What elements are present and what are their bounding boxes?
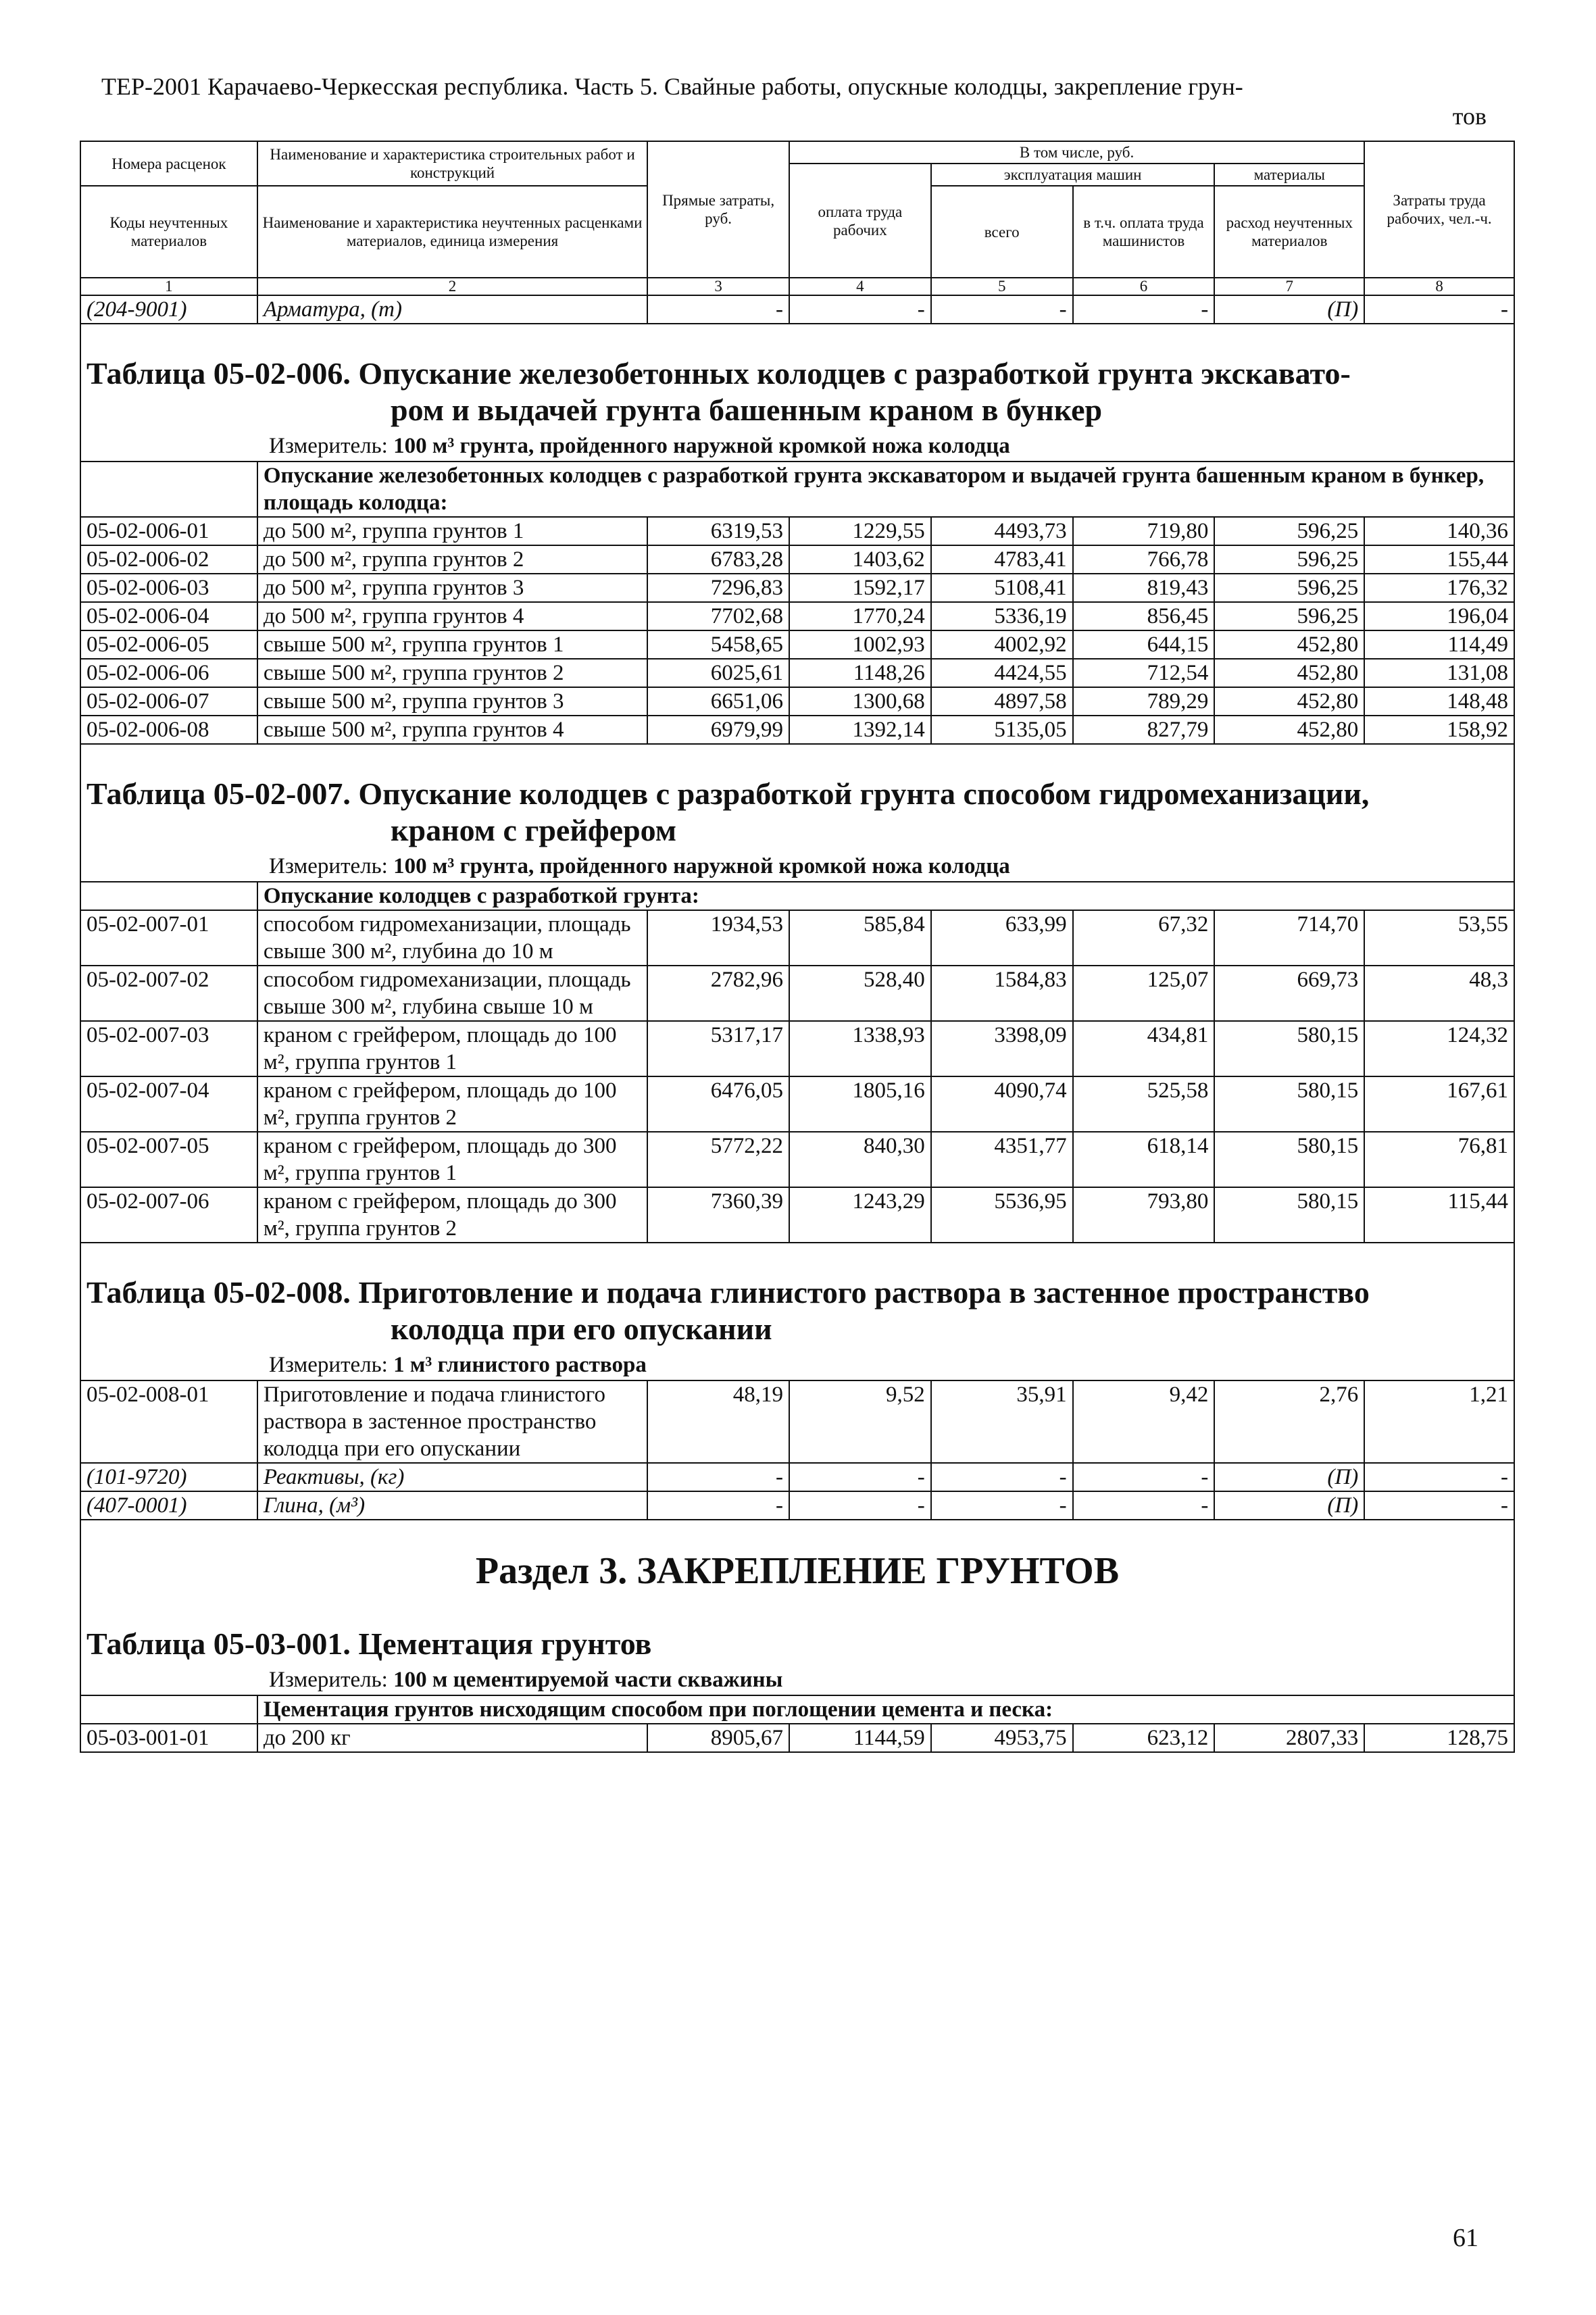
col-1-bottom: Коды неучтенных материалов <box>80 186 257 278</box>
table-006-title <box>86 351 1508 431</box>
section-3-row <box>80 1520 1514 1695</box>
cell-labor-pay: 1300,68 <box>789 687 931 716</box>
cell-labor-hours: 115,44 <box>1364 1187 1514 1243</box>
cell-direct-cost: 1934,53 <box>647 910 789 966</box>
cell-machinists-pay: 644,15 <box>1073 630 1215 659</box>
col-2-top: Наименование и характеристика строительных работ и конструкций <box>257 141 647 186</box>
col-num: 3 <box>647 278 789 295</box>
cell: - <box>931 1463 1073 1491</box>
col-7-header: расход неучтенных материалов <box>1214 186 1364 278</box>
row-name: свыше 500 м², группа грунтов 3 <box>257 687 647 716</box>
header-line-2: тов <box>1452 103 1487 130</box>
row-code: 05-02-006-01 <box>80 517 257 545</box>
table-row <box>80 630 1514 659</box>
cell-machines-total: 5135,05 <box>931 716 1073 744</box>
material-row <box>80 1491 1514 1520</box>
cell: - <box>1364 295 1514 324</box>
cell: - <box>1364 1463 1514 1491</box>
cell-materials: 2,76 <box>1214 1380 1364 1463</box>
table-header <box>80 141 1514 278</box>
cell-labor-pay: 1770,24 <box>789 602 931 630</box>
table-row <box>80 574 1514 602</box>
cell-machines-total: 35,91 <box>931 1380 1073 1463</box>
table-008-title-row <box>80 1243 1514 1380</box>
col-num: 5 <box>931 278 1073 295</box>
cell-machinists-pay: 827,79 <box>1073 716 1215 744</box>
cell-machinists-pay: 9,42 <box>1073 1380 1215 1463</box>
table-row <box>80 517 1514 545</box>
cell-machinists-pay: 719,80 <box>1073 517 1215 545</box>
table-3001-measure <box>86 1665 1508 1695</box>
table-007-title-row <box>80 744 1514 882</box>
row-code: 05-02-006-03 <box>80 574 257 602</box>
price-table <box>80 141 1515 1753</box>
cell-direct-cost: 6025,61 <box>647 659 789 687</box>
cell-direct-cost: 7360,39 <box>647 1187 789 1243</box>
title-line: Таблица 05-02-007. Опускание колодцев с разработкой грунта способом гидромеханизации, <box>86 776 1370 811</box>
cell-labor-pay: 1592,17 <box>789 574 931 602</box>
row-code: 05-02-006-04 <box>80 602 257 630</box>
section-3-title: Раздел 3. ЗАКРЕПЛЕНИЕ ГРУНТОВ <box>475 1550 1120 1592</box>
table-row <box>80 1021 1514 1076</box>
cell-machines-total: 3398,09 <box>931 1021 1073 1076</box>
cell-machines-total: 5336,19 <box>931 602 1073 630</box>
cell-machinists-pay: 856,45 <box>1073 602 1215 630</box>
cell-direct-cost: 5458,65 <box>647 630 789 659</box>
cell-labor-hours: 114,49 <box>1364 630 1514 659</box>
table-3001-subhead: Цементация грунтов нисходящим способом при поглощении цемента и песка: <box>257 1695 1514 1724</box>
col-5-header: всего <box>931 186 1073 278</box>
row-name: до 500 м², группа грунтов 2 <box>257 545 647 574</box>
title-line: краном с грейфером <box>391 813 677 847</box>
row-name: до 200 кг <box>257 1724 647 1752</box>
cell-labor-pay: 1403,62 <box>789 545 931 574</box>
cell: - <box>1073 1463 1215 1491</box>
cell-labor-hours: 131,08 <box>1364 659 1514 687</box>
cell-materials: 452,80 <box>1214 659 1364 687</box>
header-line-1: ТЕР-2001 Карачаево-Черкесская республика. Часть 5. Свайные работы, опускные колодцы, закрепление грун- <box>101 73 1243 100</box>
row-code: 05-02-006-06 <box>80 659 257 687</box>
col-3-header: Прямые затраты, руб. <box>647 141 789 278</box>
cell: - <box>647 1491 789 1520</box>
table-row <box>80 910 1514 966</box>
title-line: колодца при его опускании <box>391 1312 772 1346</box>
cell-materials: 452,80 <box>1214 687 1364 716</box>
table-007-title <box>86 772 1508 851</box>
measure-value: 100 м³ грунта, пройденного наружной кромкой ножа колодца <box>393 434 1010 458</box>
col-4-header: оплата труда рабочих <box>789 164 931 278</box>
table-row <box>80 602 1514 630</box>
cell-labor-pay: 840,30 <box>789 1132 931 1187</box>
cell-machines-total: 4953,75 <box>931 1724 1073 1752</box>
cell-labor-hours: 48,3 <box>1364 966 1514 1021</box>
measure-value: 1 м³ глинистого раствора <box>393 1353 647 1377</box>
row-name: свыше 500 м², группа грунтов 1 <box>257 630 647 659</box>
material-code: (407-0001) <box>80 1491 257 1520</box>
table-row <box>80 966 1514 1021</box>
table-008-measure <box>86 1350 1508 1380</box>
cell-materials: 580,15 <box>1214 1132 1364 1187</box>
cell-machines-total: 4897,58 <box>931 687 1073 716</box>
table-3001-rows <box>80 1724 1514 1752</box>
row-name: краном с грейфером, площадь до 100 м², группа грунтов 1 <box>257 1021 647 1076</box>
table-row <box>80 687 1514 716</box>
cell-materials: 452,80 <box>1214 716 1364 744</box>
cell-labor-hours: 53,55 <box>1364 910 1514 966</box>
material-name: Глина, (м³) <box>257 1491 647 1520</box>
cell: (П) <box>1214 1491 1364 1520</box>
cell: - <box>1364 1491 1514 1520</box>
table-008-rows <box>80 1380 1514 1520</box>
cell-direct-cost: 8905,67 <box>647 1724 789 1752</box>
row-name: краном с грейфером, площадь до 300 м², группа грунтов 1 <box>257 1132 647 1187</box>
cell-direct-cost: 6651,06 <box>647 687 789 716</box>
cell-labor-pay: 1338,93 <box>789 1021 931 1076</box>
cell-machinists-pay: 793,80 <box>1073 1187 1215 1243</box>
material-row <box>80 1463 1514 1491</box>
cell-materials: 580,15 <box>1214 1076 1364 1132</box>
table-row <box>80 1724 1514 1752</box>
cell-labor-pay: 1002,93 <box>789 630 931 659</box>
cell-materials: 714,70 <box>1214 910 1364 966</box>
cell-machines-total: 1584,83 <box>931 966 1073 1021</box>
cell-direct-cost: 7296,83 <box>647 574 789 602</box>
col-1-top: Номера расценок <box>80 141 257 186</box>
row-name: до 500 м², группа грунтов 1 <box>257 517 647 545</box>
row-code: 05-02-006-08 <box>80 716 257 744</box>
column-numbers <box>80 278 1514 295</box>
material-code: (101-9720) <box>80 1463 257 1491</box>
col-num: 2 <box>257 278 647 295</box>
page-number: 61 <box>1453 2224 1478 2252</box>
cell-labor-pay: 1148,26 <box>789 659 931 687</box>
cell-labor-hours: 124,32 <box>1364 1021 1514 1076</box>
cell-direct-cost: 6319,53 <box>647 517 789 545</box>
cell-labor-pay: 1805,16 <box>789 1076 931 1132</box>
row-code: 05-03-001-01 <box>80 1724 257 1752</box>
col-num: 1 <box>80 278 257 295</box>
cell-labor-hours: 196,04 <box>1364 602 1514 630</box>
table-006-measure <box>86 431 1508 461</box>
cell-labor-hours: 176,32 <box>1364 574 1514 602</box>
cell-direct-cost: 6979,99 <box>647 716 789 744</box>
cell-machines-total: 633,99 <box>931 910 1073 966</box>
cell-machinists-pay: 789,29 <box>1073 687 1215 716</box>
row-name: до 500 м², группа грунтов 3 <box>257 574 647 602</box>
cell: - <box>647 295 789 324</box>
machines-header: эксплуатация машин <box>931 164 1215 186</box>
row-code: 05-02-006-05 <box>80 630 257 659</box>
row-code: 05-02-008-01 <box>80 1380 257 1463</box>
measure-label: Измеритель: <box>269 1353 394 1377</box>
col-num: 4 <box>789 278 931 295</box>
col-num: 8 <box>1364 278 1514 295</box>
cell-materials: 580,15 <box>1214 1187 1364 1243</box>
subhead-row <box>80 1695 1514 1724</box>
col-num: 7 <box>1214 278 1364 295</box>
row-name: краном с грейфером, площадь до 100 м², группа грунтов 2 <box>257 1076 647 1132</box>
cell-materials: 596,25 <box>1214 602 1364 630</box>
table-007-subhead: Опускание колодцев с разработкой грунта: <box>257 882 1514 910</box>
row-code: 05-02-007-03 <box>80 1021 257 1076</box>
material-name: Реактивы, (кг) <box>257 1463 647 1491</box>
cell-machinists-pay: 125,07 <box>1073 966 1215 1021</box>
cell-labor-hours: 148,48 <box>1364 687 1514 716</box>
table-007-rows <box>80 910 1514 1243</box>
row-name: краном с грейфером, площадь до 300 м², группа грунтов 2 <box>257 1187 647 1243</box>
row-name: свыше 500 м², группа грунтов 4 <box>257 716 647 744</box>
cell-materials: 2807,33 <box>1214 1724 1364 1752</box>
cell-materials: 452,80 <box>1214 630 1364 659</box>
cell-machines-total: 4783,41 <box>931 545 1073 574</box>
cell-labor-hours: 167,61 <box>1364 1076 1514 1132</box>
cell-direct-cost: 6476,05 <box>647 1076 789 1132</box>
table-row <box>80 1380 1514 1463</box>
measure-label: Измеритель: <box>269 434 394 458</box>
cell-labor-hours: 1,21 <box>1364 1380 1514 1463</box>
cell-machinists-pay: 819,43 <box>1073 574 1215 602</box>
cell-machines-total: 5536,95 <box>931 1187 1073 1243</box>
row-name: Приготовление и подача глинистого раствора в застенное пространство колодца при его опускании <box>257 1380 647 1463</box>
title-line: Таблица 05-02-006. Опускание железобетонных колодцев с разработкой грунта экскавато- <box>86 356 1351 391</box>
row-code: 05-02-007-06 <box>80 1187 257 1243</box>
cell-machinists-pay: 766,78 <box>1073 545 1215 574</box>
cell: - <box>1073 1491 1215 1520</box>
cell-labor-hours: 158,92 <box>1364 716 1514 744</box>
table-008-title <box>86 1270 1508 1350</box>
col-8-header: Затраты труда рабочих, чел.-ч. <box>1364 141 1514 278</box>
col-2-bottom: Наименование и характеристика неучтенных расценками материалов, единица измерения <box>257 186 647 278</box>
cell-labor-pay: 1229,55 <box>789 517 931 545</box>
cell-materials: 669,73 <box>1214 966 1364 1021</box>
materials-header: материалы <box>1214 164 1364 186</box>
cell-direct-cost: 5772,22 <box>647 1132 789 1187</box>
cell-machinists-pay: 712,54 <box>1073 659 1215 687</box>
cell: (П) <box>1214 295 1364 324</box>
cell-labor-hours: 128,75 <box>1364 1724 1514 1752</box>
cell-labor-hours: 76,81 <box>1364 1132 1514 1187</box>
table-row <box>80 1187 1514 1243</box>
cell-labor-pay: 528,40 <box>789 966 931 1021</box>
row-code: 05-02-007-01 <box>80 910 257 966</box>
material-code: (204-9001) <box>80 295 257 324</box>
row-code: 05-02-007-02 <box>80 966 257 1021</box>
table-row <box>80 545 1514 574</box>
cell-machines-total: 4493,73 <box>931 517 1073 545</box>
material-row <box>80 295 1514 324</box>
col-6-header: в т.ч. оплата труда машинистов <box>1073 186 1215 278</box>
cell-labor-pay: 1144,59 <box>789 1724 931 1752</box>
cell-direct-cost: 6783,28 <box>647 545 789 574</box>
cell-machines-total: 4351,77 <box>931 1132 1073 1187</box>
cell-labor-pay: 9,52 <box>789 1380 931 1463</box>
cell: - <box>931 295 1073 324</box>
cell: - <box>789 1463 931 1491</box>
subhead-row <box>80 462 1514 517</box>
page-header <box>101 72 1487 131</box>
cell-direct-cost: 48,19 <box>647 1380 789 1463</box>
row-name: свыше 500 м², группа грунтов 2 <box>257 659 647 687</box>
measure-label: Измеритель: <box>269 1668 394 1692</box>
table-006-subhead: Опускание железобетонных колодцев с разработкой грунта экскаватором и выдачей грунта башенным краном в бункер, площадь колодца: <box>257 462 1514 517</box>
table-007-measure <box>86 851 1508 881</box>
cell: - <box>789 295 931 324</box>
cell-materials: 596,25 <box>1214 517 1364 545</box>
material-name: Арматура, (т) <box>257 295 647 324</box>
cell-machines-total: 5108,41 <box>931 574 1073 602</box>
title-line: ром и выдачей грунта башенным краном в бункер <box>391 393 1103 427</box>
cell-machinists-pay: 434,81 <box>1073 1021 1215 1076</box>
cell-machines-total: 4424,55 <box>931 659 1073 687</box>
cell-machinists-pay: 525,58 <box>1073 1076 1215 1132</box>
row-code: 05-02-006-02 <box>80 545 257 574</box>
table-006-title-row <box>80 324 1514 462</box>
table-row <box>80 1076 1514 1132</box>
cell-materials: 580,15 <box>1214 1021 1364 1076</box>
row-code: 05-02-006-07 <box>80 687 257 716</box>
measure-label: Измеритель: <box>269 854 394 878</box>
cell: (П) <box>1214 1463 1364 1491</box>
cell-machines-total: 4002,92 <box>931 630 1073 659</box>
cell: - <box>647 1463 789 1491</box>
cell: - <box>1073 295 1215 324</box>
cell-labor-pay: 1392,14 <box>789 716 931 744</box>
cell-labor-hours: 155,44 <box>1364 545 1514 574</box>
row-name: способом гидромеханизации, площадь свыше 300 м², глубина до 10 м <box>257 910 647 966</box>
cell-labor-pay: 1243,29 <box>789 1187 931 1243</box>
measure-value: 100 м³ грунта, пройденного наружной кромкой ножа колодца <box>393 854 1010 878</box>
cell-labor-hours: 140,36 <box>1364 517 1514 545</box>
subhead-row <box>80 882 1514 910</box>
table-row <box>80 659 1514 687</box>
cell-machines-total: 4090,74 <box>931 1076 1073 1132</box>
cell-direct-cost: 2782,96 <box>647 966 789 1021</box>
cell-labor-pay: 585,84 <box>789 910 931 966</box>
cell-direct-cost: 7702,68 <box>647 602 789 630</box>
cell-direct-cost: 5317,17 <box>647 1021 789 1076</box>
row-code: 05-02-007-04 <box>80 1076 257 1132</box>
row-name: способом гидромеханизации, площадь свыше 300 м², глубина свыше 10 м <box>257 966 647 1021</box>
cell-materials: 596,25 <box>1214 574 1364 602</box>
cell-machinists-pay: 67,32 <box>1073 910 1215 966</box>
col-num: 6 <box>1073 278 1215 295</box>
table-row <box>80 716 1514 744</box>
table-006-rows <box>80 517 1514 744</box>
cell: - <box>931 1491 1073 1520</box>
measure-value: 100 м цементируемой части скважины <box>393 1668 783 1692</box>
table-row <box>80 1132 1514 1187</box>
row-name: до 500 м², группа грунтов 4 <box>257 602 647 630</box>
cell-materials: 596,25 <box>1214 545 1364 574</box>
cell-machinists-pay: 623,12 <box>1073 1724 1215 1752</box>
included-header: В том числе, руб. <box>789 141 1364 164</box>
cell: - <box>789 1491 931 1520</box>
cell-machinists-pay: 618,14 <box>1073 1132 1215 1187</box>
title-line: Таблица 05-02-008. Приготовление и подача глинистого раствора в застенное пространство <box>86 1275 1370 1310</box>
table-3001-title: Таблица 05-03-001. Цементация грунтов <box>86 1626 652 1661</box>
row-code: 05-02-007-05 <box>80 1132 257 1187</box>
